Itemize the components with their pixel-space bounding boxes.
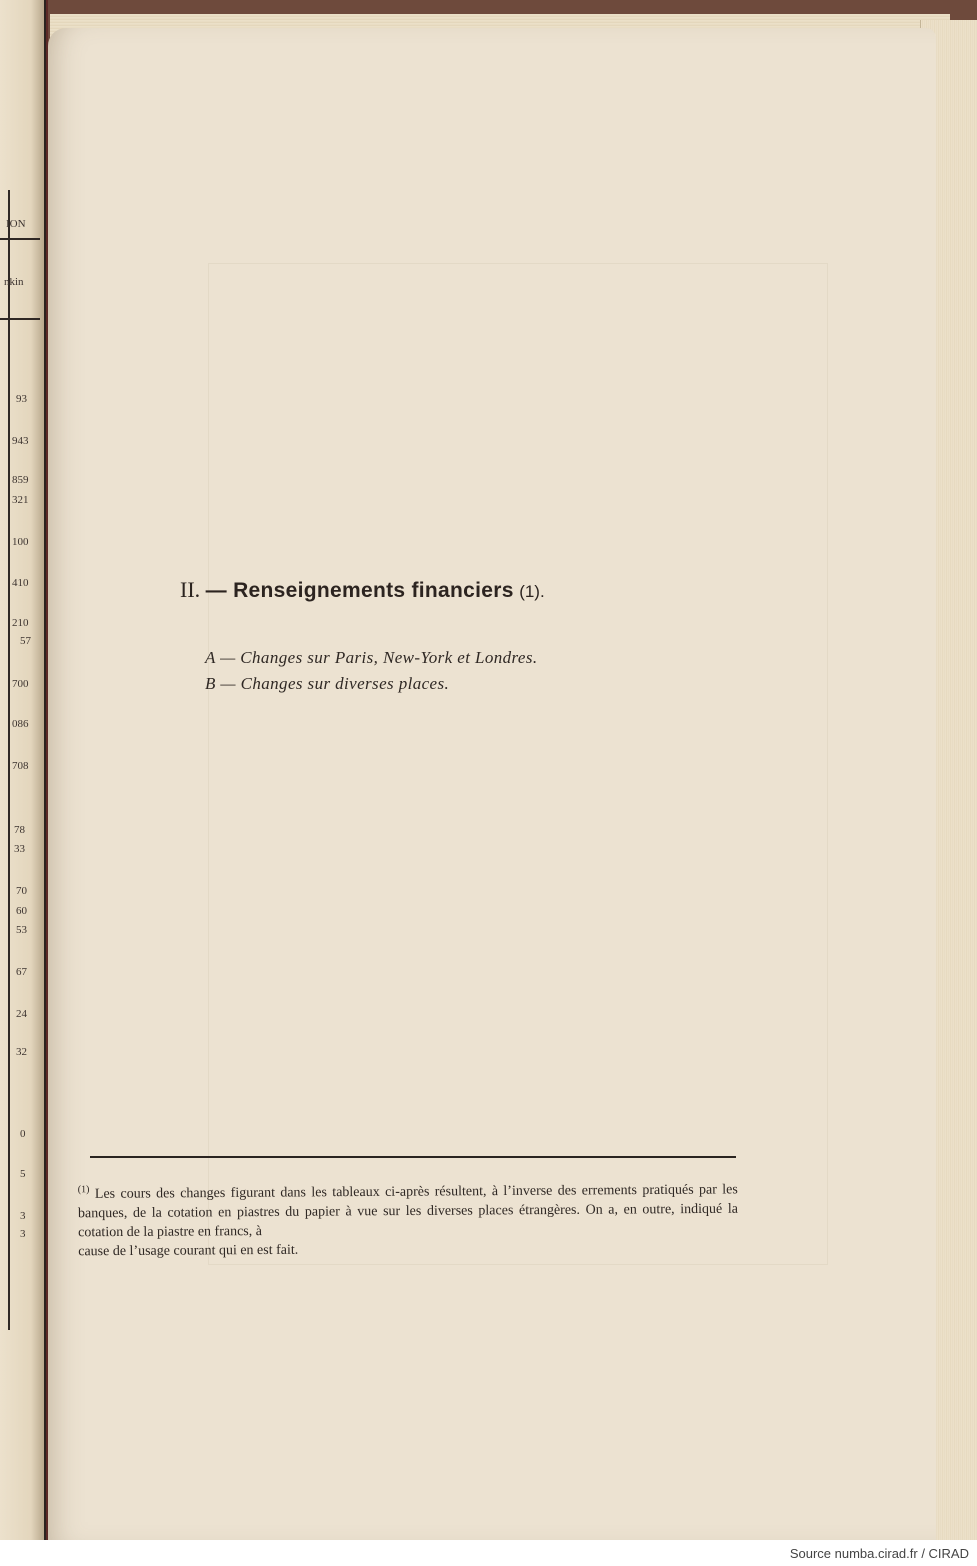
- left-fragment: 321: [12, 494, 29, 506]
- left-fragment: 60: [16, 905, 27, 917]
- left-fragment: 67: [16, 966, 27, 978]
- right-page: [48, 28, 936, 1540]
- left-fragment: 5: [20, 1168, 26, 1180]
- left-fragment: 700: [12, 678, 29, 690]
- left-page-hr: [0, 318, 40, 320]
- left-fragment: 708: [12, 760, 29, 772]
- left-fragment: 3: [20, 1210, 26, 1222]
- left-fragment: nkin: [4, 276, 24, 288]
- section-heading: [180, 577, 780, 603]
- footnote-last-line: cause de l’usage courant qui en est fait.: [78, 1242, 299, 1259]
- footnote: [78, 1176, 739, 1261]
- footnote-reference: (1).: [519, 582, 545, 601]
- left-fragment: 210: [12, 617, 29, 629]
- left-fragment: 859: [12, 474, 29, 486]
- left-fragment: 086: [12, 718, 29, 730]
- left-page-fragment: [0, 0, 46, 1540]
- left-fragment: 0: [20, 1128, 26, 1140]
- left-fragment: ION: [6, 218, 26, 230]
- item-b: B — Changes sur diverses places.: [205, 674, 450, 693]
- section-numeral: II.: [180, 577, 201, 602]
- section-title: — Renseignements financiers: [205, 579, 514, 602]
- left-fragment: 100: [12, 536, 29, 548]
- left-fragment: 53: [16, 924, 27, 936]
- footnote-rule: [90, 1156, 736, 1158]
- left-page-hr: [0, 238, 40, 240]
- left-fragment: 78: [14, 824, 25, 836]
- source-credit: Source numba.cirad.fr / CIRAD: [789, 1546, 969, 1561]
- footnote-marker: (1): [77, 1184, 90, 1196]
- left-fragment: 943: [12, 435, 29, 447]
- left-fragment: 57: [20, 635, 31, 647]
- left-fragment: 33: [14, 843, 25, 855]
- left-fragment: 32: [16, 1046, 27, 1058]
- show-through-frame: [205, 263, 828, 1265]
- left-fragment: 93: [16, 393, 27, 405]
- left-page-rule: [8, 190, 10, 1330]
- left-fragment: 24: [16, 1008, 27, 1020]
- item-a: A — Changes sur Paris, New-York et Londres.: [205, 648, 538, 667]
- left-fragment: 410: [12, 577, 29, 589]
- left-fragment: 3: [20, 1228, 26, 1240]
- left-fragment: 70: [16, 885, 27, 897]
- footnote-text: Les cours des changes figurant dans les tableaux ci-après résultent, à l’inverse des errements pratiqués par les banques, de la cotation en piastres du papier à vue sur les diverses places étrangères. On a, en outre, indiqué la cotation de la piastre en francs, à: [77, 1182, 738, 1240]
